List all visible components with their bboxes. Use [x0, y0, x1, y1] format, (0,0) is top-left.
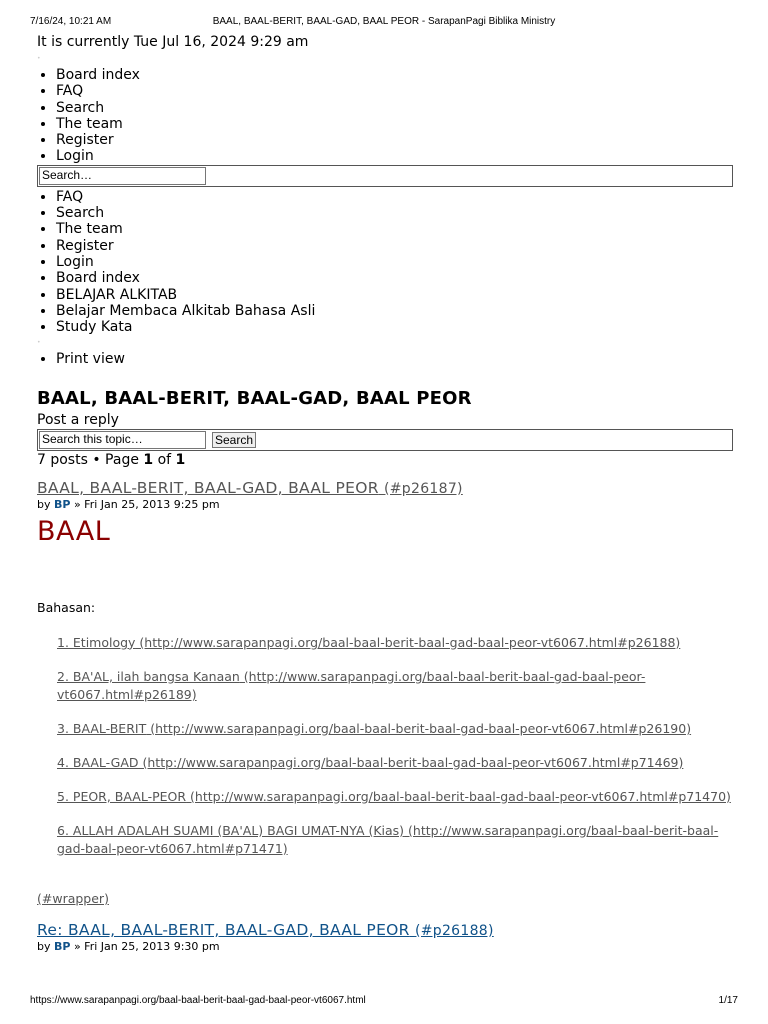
- toc-item[interactable]: [57, 634, 733, 652]
- toc-item[interactable]: [57, 788, 733, 806]
- nav-item-search[interactable]: • Search: [56, 100, 733, 116]
- page-content: [37, 33, 733, 954]
- print-url: https://www.sarapanpagi.org/baal-baal-berit-baal-gad-baal-peor-vt6067.html: [30, 995, 366, 1006]
- post-date: » Fri Jan 25, 2013 9:30 pm: [70, 939, 220, 953]
- nav-item-the-team[interactable]: • The team: [56, 221, 733, 237]
- breadcrumb-bahasa-asli[interactable]: • Belajar Membaca Alkitab Bahasa Asli: [56, 303, 733, 319]
- page-total: 1: [175, 451, 186, 468]
- post-by: by: [37, 939, 54, 953]
- spacer: [37, 858, 733, 891]
- post-meta: [37, 940, 733, 954]
- spacer: [37, 469, 733, 478]
- post-anchor-link[interactable]: (#p26188): [414, 922, 494, 939]
- print-doc-title: BAAL, BAAL-BERIT, BAAL-GAD, BAAL PEOR - SarapanPagi Biblika Ministry: [212, 16, 556, 27]
- current-time: It is currently Tue Jul 16, 2024 9:29 am: [37, 34, 309, 50]
- nav-item-login[interactable]: • Login: [56, 254, 733, 270]
- nav-top: [37, 67, 733, 165]
- bahasan-label: Bahasan:: [37, 599, 96, 615]
- nav-item-faq[interactable]: • FAQ: [56, 83, 733, 99]
- toc-link-baal-berit[interactable]: 3. BAAL-BERIT (http://www.sarapanpagi.org/baal-baal-berit-baal-gad-baal-peor-vt6067.html#p26190): [57, 720, 692, 736]
- post-anchor-link[interactable]: (#p26187): [384, 480, 463, 497]
- post-by: by: [37, 497, 54, 511]
- post-date: » Fri Jan 25, 2013 9:25 pm: [70, 497, 220, 511]
- toc-link-baal-kanaan[interactable]: 2. BA'AL, ilah bangsa Kanaan (http://www.sarapanpagi.org/baal-baal-berit-baal-gad-baal-peor-vt6067.html#p26189): [57, 668, 646, 702]
- print-header: [30, 16, 738, 30]
- topic-search-input[interactable]: Search this topic…: [39, 431, 206, 449]
- toc-link-allah-suami[interactable]: 6. ALLAH ADALAH SUAMI (BA'AL) BAGI UMAT-NYA (Kias) (http://www.sarapanpagi.org/baal-baal-berit-baal-gad-baal-peor-vt6067.html#p71471): [57, 822, 719, 856]
- nav-main: [37, 189, 733, 336]
- spacer-dot: •: [37, 339, 41, 347]
- nav-item-the-team[interactable]: • The team: [56, 116, 733, 132]
- print-datetime: 7/16/24, 10:21 AM: [30, 16, 112, 27]
- posts-count: 7 posts • Page: [37, 451, 144, 468]
- post-heading: BAAL: [37, 515, 111, 547]
- page-current: 1: [143, 451, 154, 468]
- toc-item[interactable]: [57, 754, 733, 772]
- nav-item-faq[interactable]: • FAQ: [56, 189, 733, 205]
- post-meta: [37, 498, 733, 512]
- topic-tools: [37, 351, 733, 367]
- breadcrumb-study-kata[interactable]: • Study Kata: [56, 319, 733, 335]
- spacer: [37, 549, 733, 600]
- spacer: [37, 368, 733, 387]
- post-title-link[interactable]: [37, 920, 733, 940]
- toc-item[interactable]: [57, 822, 737, 858]
- post-author-link[interactable]: BP: [54, 939, 71, 953]
- toc-link-baal-gad[interactable]: 4. BAAL-GAD (http://www.sarapanpagi.org/baal-baal-berit-baal-gad-baal-peor-vt6067.html#p71469): [57, 754, 684, 770]
- print-footer: [30, 995, 738, 1009]
- page-of: of: [153, 451, 176, 468]
- toc-item[interactable]: [57, 720, 733, 738]
- spacer-dot: •: [37, 55, 41, 62]
- site-search-input[interactable]: Search…: [39, 167, 206, 185]
- topic-title[interactable]: BAAL, BAAL-BERIT, BAAL-GAD, BAAL PEOR: [37, 387, 472, 409]
- nav-item-login[interactable]: • Login: [56, 148, 733, 164]
- nav-item-register[interactable]: • Register: [56, 238, 733, 254]
- breadcrumb-board-index[interactable]: • Board index: [56, 270, 733, 286]
- post-title-text[interactable]: BAAL, BAAL-BERIT, BAAL-GAD, BAAL PEOR: [37, 478, 379, 497]
- toc-link-etimology[interactable]: 1. Etimology (http://www.sarapanpagi.org/baal-baal-berit-baal-gad-baal-peor-vt6067.html#p26188): [57, 634, 681, 650]
- site-search-form: [37, 165, 733, 187]
- toc-link-peor[interactable]: 5. PEOR, BAAL-PEOR (http://www.sarapanpagi.org/baal-baal-berit-baal-gad-baal-peor-vt6067.html#p71470): [57, 788, 731, 804]
- post-title-link[interactable]: [37, 478, 733, 498]
- post-reply-link[interactable]: Post a reply: [37, 411, 119, 428]
- post-title-text[interactable]: Re: BAAL, BAAL-BERIT, BAAL-GAD, BAAL PEOR: [37, 920, 410, 939]
- topic-search-button[interactable]: Search: [212, 432, 256, 448]
- toc-item[interactable]: [57, 668, 657, 704]
- nav-item-board-index[interactable]: • Board index: [56, 67, 733, 83]
- nav-item-register[interactable]: • Register: [56, 132, 733, 148]
- nav-item-search[interactable]: • Search: [56, 205, 733, 221]
- pagination: [37, 451, 733, 469]
- breadcrumb-belajar-alkitab[interactable]: • BELAJAR ALKITAB: [56, 287, 733, 303]
- print-page-number: 1/17: [718, 995, 738, 1006]
- spacer: [37, 906, 733, 920]
- print-view-link[interactable]: • Print view: [56, 351, 733, 367]
- back-to-top-link[interactable]: (#wrapper): [37, 890, 109, 906]
- topic-search-form: [37, 429, 733, 451]
- post-author-link[interactable]: BP: [54, 497, 71, 511]
- toc-list: [37, 634, 733, 858]
